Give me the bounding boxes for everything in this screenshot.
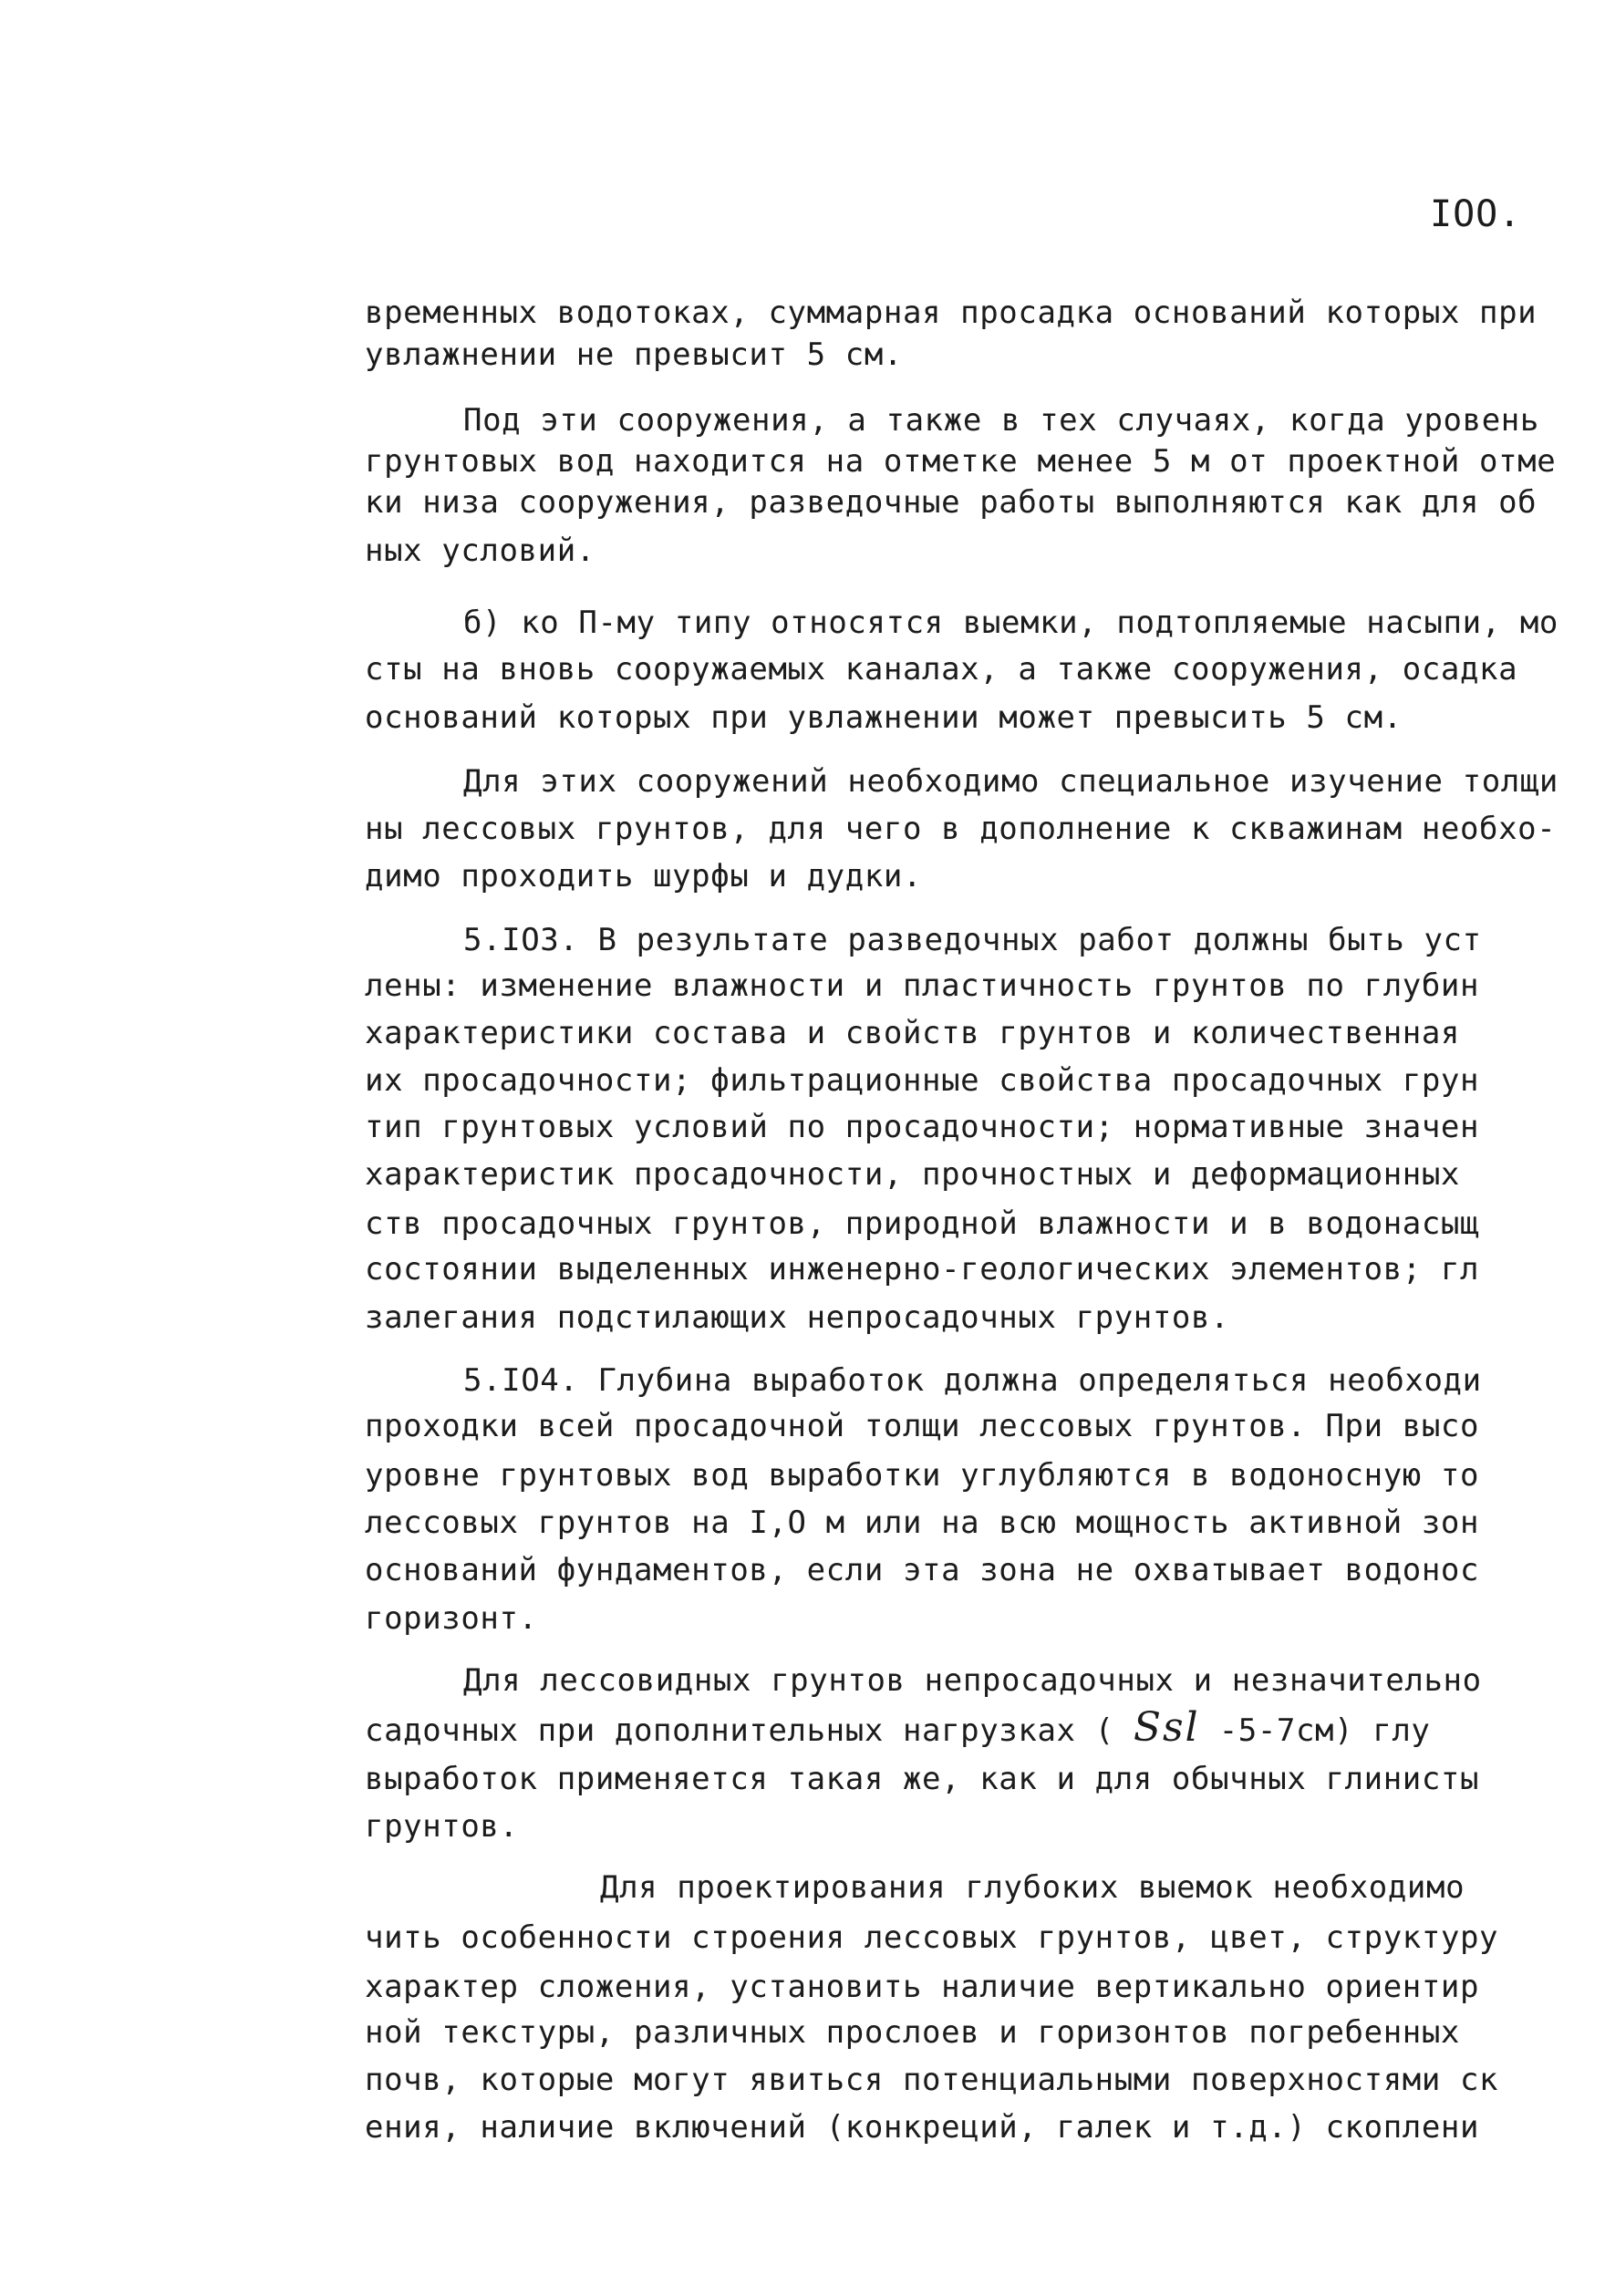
text-line: лены: изменение влажности и пластичность грунтов по глубин (365, 967, 1480, 1004)
text-line: ны лессовых грунтов, для чего в дополнение к скважинам необхо- (365, 811, 1557, 847)
text-line: ения, наличие включений (конкреций, галек и т.д.) скоплени (365, 2109, 1480, 2146)
text-line: временных водотоках, суммарная просадка оснований которых при (365, 295, 1538, 331)
text-line: Для этих сооружений необходимо специальное изучение толщи (463, 763, 1558, 800)
text-line: тип грунтовых условий по просадочности; нормативные значен (365, 1109, 1480, 1145)
text-line: почв, которые могут явиться потенциальными поверхностями ск (365, 2062, 1499, 2098)
text-line: сты на вновь сооружаемых каналах, а также сооружения, осадка (365, 651, 1518, 688)
text-line: Для проектирования глубоких выемок необходимо (600, 1869, 1465, 1906)
text-line: грунтов. (365, 1808, 519, 1845)
text-line: ной текстуры, различных прослоев и горизонтов погребенных (365, 2014, 1460, 2051)
text-fragment: садочных при дополнительных нагрузках ( (365, 1712, 1114, 1749)
text-line: грунтовых вод находится на отметке менее 5 м от проектной отме (365, 443, 1557, 480)
text-line: увлажнении не превысит 5 см. (365, 336, 903, 373)
text-line: б) ко П-му типу относятся выемки, подтопляемые насыпи, мо (463, 605, 1558, 641)
text-fragment: -5-7см) глу (1218, 1712, 1431, 1749)
text-line: оснований которых при увлажнении может превысить 5 см. (365, 699, 1403, 736)
text-line: Под эти сооружения, а также в тех случаях, когда уровень (463, 402, 1539, 439)
text-line: уровне грунтовых вод выработки углубляются в водоносную то (365, 1457, 1480, 1494)
text-line: проходки всей просадочной толщи лессовых грунтов. При высо (365, 1408, 1480, 1444)
text-line: состоянии выделенных инженерно-геологических элементов; гл (365, 1251, 1480, 1288)
text-line: горизонт. (365, 1600, 538, 1637)
text-line: димо проходить шурфы и дудки. (365, 858, 923, 895)
text-line: Для лессовидных грунтов непросадочных и незначительно (463, 1662, 1482, 1699)
formula-symbol: Ssl (1133, 1704, 1200, 1751)
text-line (365, 1704, 1431, 1751)
text-line: залегания подстилающих непросадочных грунтов. (365, 1299, 1230, 1336)
text-line: ств просадочных грунтов, природной влажности и в водонасыщ (365, 1205, 1480, 1242)
text-line: ки низа сооружения, разведочные работы выполняются как для об (365, 484, 1538, 521)
text-line: чить особенности строения лессовых грунтов, цвет, структуру (365, 1919, 1499, 1956)
text-line: 5.IO4. Глубина выработок должна определяться необходи (463, 1362, 1482, 1399)
text-line: лессовых грунтов на I,O м или на всю мощность активной зон (365, 1505, 1480, 1541)
text-line: выработок применяется такая же, как и для обычных глинисты (365, 1761, 1480, 1797)
text-line: оснований фундаментов, если эта зона не охватывает водонос (365, 1552, 1480, 1588)
text-line: характеристик просадочности, прочностных и деформационных (365, 1156, 1460, 1193)
text-line: ных условий. (365, 533, 595, 569)
text-line: их просадочности; фильтрационные свойства просадочных грун (365, 1062, 1480, 1099)
text-line: характеристики состава и свойств грунтов и количественная (365, 1015, 1460, 1051)
text-line: характер сложения, установить наличие вертикально ориентир (365, 1969, 1480, 2005)
page-number: IOO. (1430, 193, 1522, 235)
text-line: 5.IO3. В результате разведочных работ должны быть уст (463, 922, 1482, 958)
